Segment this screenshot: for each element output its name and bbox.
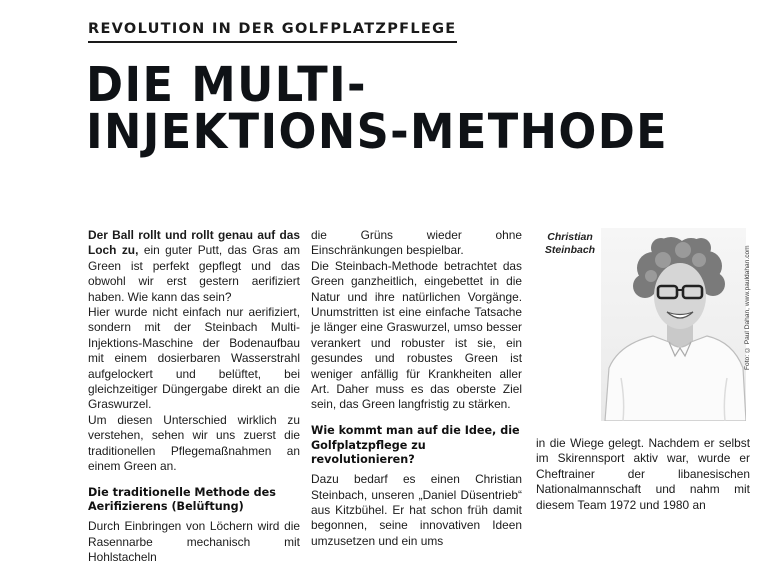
paragraph (88, 228, 300, 305)
section-kicker: REVOLUTION IN DER GOLFPLATZPFLEGE (88, 20, 457, 43)
headline-line-1: DIE MULTI- (86, 57, 367, 113)
paragraph: die Grüns wieder ohne Einschränkungen bespielbar. (311, 228, 522, 258)
portrait-photo (601, 228, 746, 421)
paragraph: Um diesen Unterschied wirklich zu verstehen, sehen wir uns zuerst die traditionellen Pflegemaßnahmen an einem Green an. (88, 412, 300, 474)
paragraph: Die Steinbach-Methode betrachtet das Green ganzheitlich, eingebettet in die Natur und ihre natürlichen Vorgänge. Unumstritten ist eine einfache Tatsache je länger eine Graswurzel, umso besser verankert und robuster ist sie, ein gesundes und robustes Green ist weniger anfällig für Krankheiten aller Art. Daher muss es das oberste Ziel sein, das Green langfristig zu stärken. (311, 258, 522, 412)
headline-line-2: INJEKTIONS-METHODE (86, 104, 669, 160)
paragraph-text: ein guter Putt, das Gras am Green ist perfekt gepflegt und das obwohl wir erst gestern aerifiziert haben. Wie kann das sein? (88, 243, 301, 304)
subheading: Die traditionelle Methode des Aerifizierens (Belüftung) (88, 485, 276, 514)
photo-caption (536, 231, 604, 257)
paragraph: Durch Einbringen von Löchern wird die Rasennarbe mechanisch mit Hohlstacheln (88, 519, 300, 564)
article-column-1 (88, 228, 300, 565)
article-headline (86, 57, 669, 160)
paragraph: in die Wiege gelegt. Nachdem er selbst im Skirennsport aktiv war, wurde er Cheftrainer der libanesischen Nationalmannschaft und nahm mit diesem Team 1972 und 1980 an (536, 436, 750, 512)
caption-first-name: Christian (547, 231, 593, 243)
subheading: Wie kommt man auf die Idee, die Golfplatzpflege zu revolutionieren? (311, 423, 520, 467)
article-column-2 (311, 228, 522, 549)
photo-credit: Foto: © Paul Dahan, www.pauldahan.com (744, 245, 751, 370)
portrait-image (601, 228, 746, 421)
article-column-3 (536, 436, 750, 513)
caption-last-name: Steinbach (544, 244, 596, 256)
paragraph: Hier wurde nicht einfach nur aerifiziert, sondern mit der Steinbach Multi-Injektions-Maschine der Bodenaufbau mit einem dosierbaren Wasserstrahl aufgelockert und belüftet, bei gleichzeitiger Düngergabe direkt an die Graswurzel. (88, 305, 300, 412)
paragraph: Dazu bedarf es einen Christian Steinbach, unseren „Daniel Düsentrieb“ aus Kitzbühel. Er hat schon früh damit begonnen, seine innovativen Ideen umzusetzen und ein ums (311, 472, 522, 548)
lead-in: Der Ball rollt und rollt genau auf das Loch zu, (88, 228, 300, 258)
